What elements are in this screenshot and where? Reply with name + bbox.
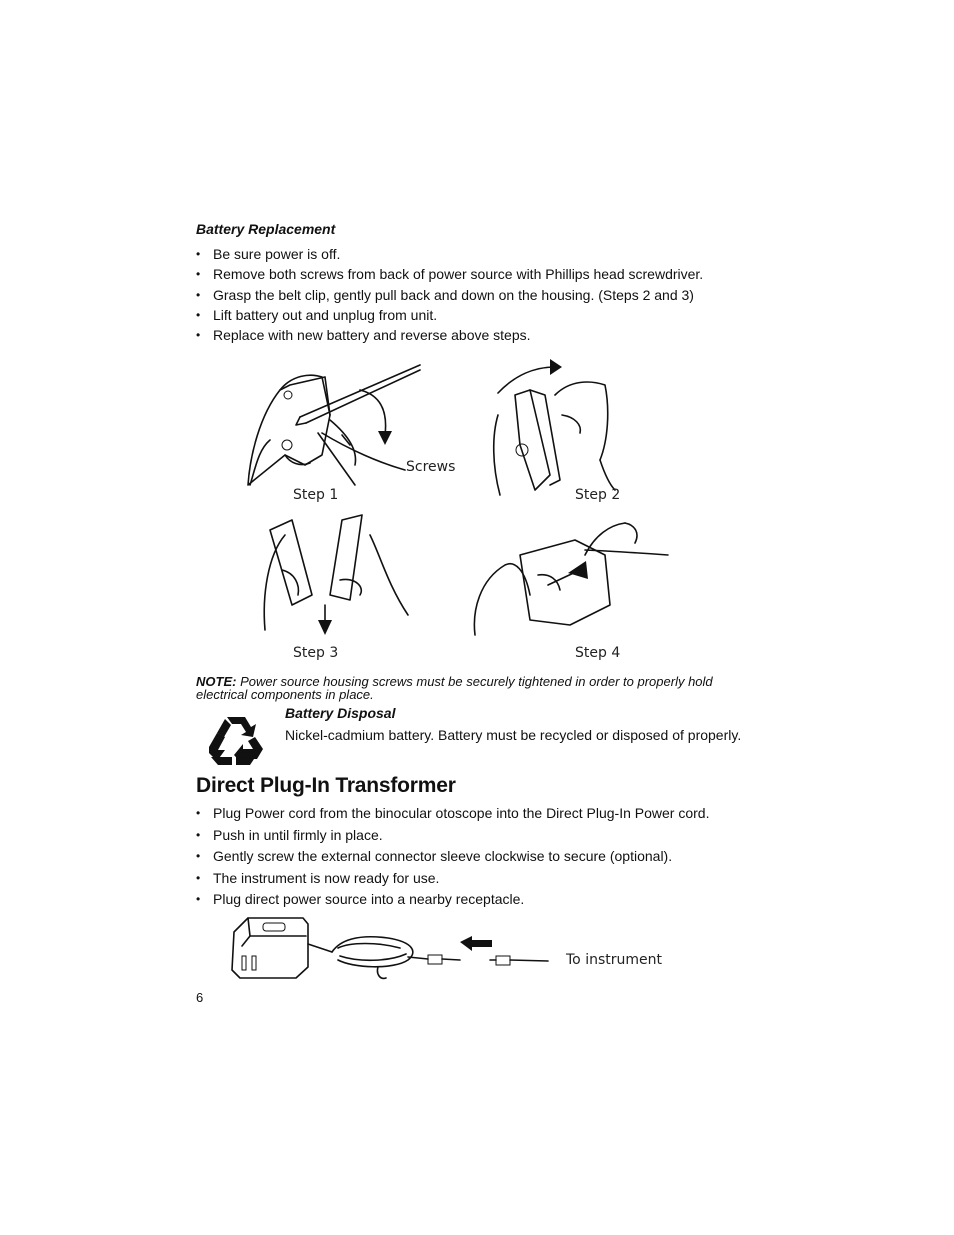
step3-label: Step 3 bbox=[293, 645, 339, 661]
battery-disposal-text: Nickel-cadmium battery. Battery must be recycled or disposed of properly. bbox=[285, 727, 742, 743]
battery-disposal-heading: Battery Disposal bbox=[285, 705, 396, 721]
transformer-list bbox=[196, 803, 756, 911]
list-item: • Push in until firmly in place. bbox=[196, 825, 756, 847]
step2-drawing bbox=[494, 359, 621, 503]
page-number: 6 bbox=[196, 990, 204, 1005]
step2-label: Step 2 bbox=[575, 487, 621, 503]
battery-replacement-list bbox=[196, 244, 756, 345]
battery-replacement-heading: Battery Replacement bbox=[196, 221, 336, 237]
step3-drawing bbox=[264, 515, 408, 661]
list-item: • The instrument is now ready for use. bbox=[196, 868, 756, 890]
list-item: • Be sure power is off. bbox=[196, 244, 756, 264]
step4-label: Step 4 bbox=[575, 645, 621, 661]
note-text: Power source housing screws must be securely tightened in order to properly hold electrical components in place. bbox=[196, 674, 713, 702]
transformer-heading: Direct Plug-In Transformer bbox=[196, 774, 456, 797]
step1-drawing bbox=[248, 365, 455, 503]
list-item: • Gently screw the external connector sleeve clockwise to secure (optional). bbox=[196, 846, 756, 868]
step4-drawing bbox=[474, 523, 668, 661]
list-item: • Remove both screws from back of power source with Phillips head screwdriver. bbox=[196, 264, 756, 284]
list-item: • Grasp the belt clip, gently pull back and down on the housing. (Steps 2 and 3) bbox=[196, 285, 756, 305]
recycle-icon bbox=[205, 713, 267, 769]
note bbox=[196, 675, 756, 701]
list-item: • Replace with new battery and reverse above steps. bbox=[196, 325, 756, 345]
list-item: • Lift battery out and unplug from unit. bbox=[196, 305, 756, 325]
to-instrument-label: To instrument bbox=[566, 952, 662, 968]
list-item: • Plug Power cord from the binocular otoscope into the Direct Plug-In Power cord. bbox=[196, 803, 756, 825]
transformer-drawing bbox=[232, 918, 662, 978]
battery-replacement-illustration bbox=[230, 355, 680, 670]
list-item: • Plug direct power source into a nearby receptacle. bbox=[196, 889, 756, 911]
note-label: NOTE: bbox=[196, 674, 237, 689]
transformer-illustration bbox=[228, 912, 662, 984]
step1-label: Step 1 bbox=[293, 487, 339, 503]
screws-label: Screws bbox=[406, 459, 456, 475]
